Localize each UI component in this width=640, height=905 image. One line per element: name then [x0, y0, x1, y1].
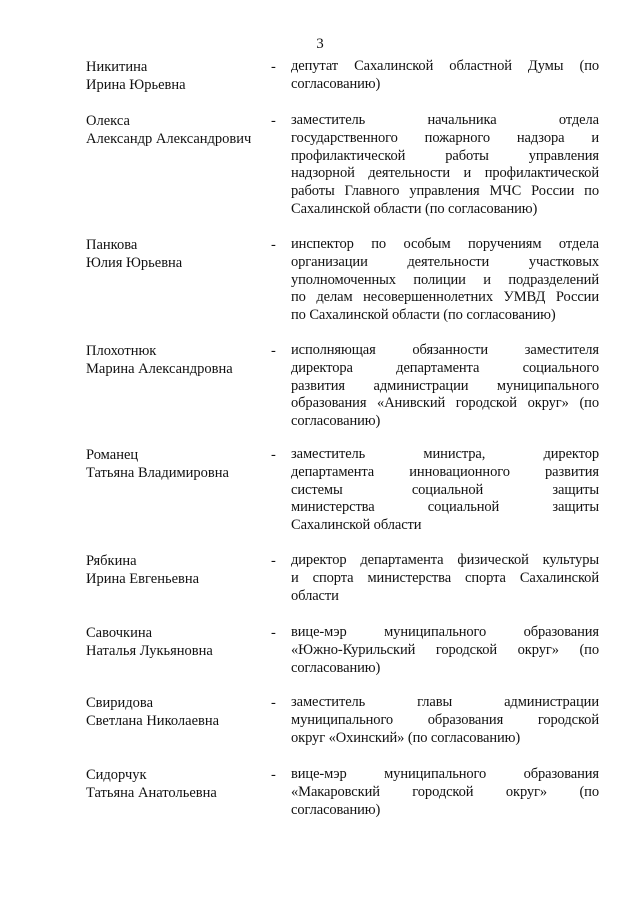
- separator-dash: -: [271, 767, 276, 783]
- member-position: [291, 236, 599, 325]
- position-line: по делам несовершеннолетних УМВД России: [291, 289, 599, 306]
- member-surname: Савочкина: [86, 625, 153, 641]
- member-position: [291, 624, 599, 677]
- member-surname: Сидорчук: [86, 767, 147, 783]
- position-line: уполномоченных полиции и подразделений: [291, 271, 599, 288]
- position-line: «Южно-Курильский городской округ» (по: [291, 641, 599, 658]
- member-position: [291, 58, 599, 94]
- position-line: округ «Охинский» (по согласованию): [291, 729, 521, 746]
- member-given-names: Александр Александрович: [86, 131, 252, 147]
- member-name: [86, 236, 266, 272]
- position-line: вице-мэр муниципального образования: [291, 766, 599, 782]
- position-line: муниципального образования городской: [291, 711, 599, 728]
- member-surname: Олекса: [86, 113, 130, 129]
- member-given-names: Татьяна Владимировна: [86, 465, 229, 481]
- position-line: профилактической работы управления: [291, 147, 599, 164]
- separator-dash: -: [271, 625, 276, 641]
- member-name: [86, 552, 266, 588]
- position-line: заместитель министра, директор: [291, 446, 599, 462]
- separator-dash: -: [271, 447, 276, 463]
- member-name: [86, 694, 266, 730]
- member-position: [291, 446, 599, 535]
- member-surname: Никитина: [86, 59, 148, 75]
- member-name: [86, 112, 266, 148]
- member-position: [291, 694, 599, 747]
- member-given-names: Татьяна Анатольевна: [86, 785, 217, 801]
- member-given-names: Ирина Юрьевна: [86, 77, 186, 93]
- position-line: исполняющая обязанности заместителя: [291, 342, 599, 358]
- member-position: [291, 342, 599, 431]
- member-surname: Плохотнюк: [86, 343, 157, 359]
- position-line: департамента инновационного развития: [291, 463, 599, 480]
- position-line: организации деятельности участковых: [291, 253, 599, 270]
- position-line: Сахалинской области: [291, 517, 422, 534]
- position-line: «Макаровский городской округ» (по: [291, 783, 599, 800]
- separator-dash: -: [271, 113, 276, 129]
- position-line: развития администрации муниципального: [291, 377, 599, 394]
- position-line: системы социальной защиты: [291, 481, 599, 498]
- position-line: и спорта министерства спорта Сахалинской: [291, 569, 599, 586]
- position-line: согласованию): [291, 413, 381, 430]
- position-line: образования «Анивский городской округ» (по: [291, 395, 599, 412]
- member-surname: Свиридова: [86, 695, 154, 711]
- member-surname: Романец: [86, 447, 139, 463]
- member-name: [86, 766, 266, 802]
- position-line: директор департамента физической культуры: [291, 552, 599, 568]
- member-given-names: Ирина Евгеньевна: [86, 571, 200, 587]
- page-number: 3: [316, 36, 324, 52]
- position-line: инспектор по особым поручениям отдела: [291, 236, 599, 252]
- separator-dash: -: [271, 59, 276, 75]
- member-given-names: Юлия Юрьевна: [86, 255, 183, 271]
- member-position: [291, 552, 599, 605]
- member-surname: Панкова: [86, 237, 138, 253]
- position-line: надзорной деятельности и профилактической: [291, 165, 599, 182]
- member-name: [86, 342, 266, 378]
- position-line: согласованию): [291, 801, 381, 818]
- position-line: директора департамента социального: [291, 359, 599, 376]
- position-line: заместитель главы администрации: [291, 694, 599, 710]
- member-position: [291, 766, 599, 819]
- member-name: [86, 58, 266, 94]
- position-line: по Сахалинской области (по согласованию): [291, 307, 556, 324]
- position-line: согласованию): [291, 659, 381, 676]
- position-line: вице-мэр муниципального образования: [291, 624, 599, 640]
- position-line: области: [291, 587, 339, 604]
- position-line: работы Главного управления МЧС России по: [291, 183, 599, 200]
- separator-dash: -: [271, 553, 276, 569]
- position-line: министерства социальной защиты: [291, 499, 599, 516]
- member-surname: Рябкина: [86, 553, 137, 569]
- position-line: Сахалинской области (по согласованию): [291, 200, 538, 217]
- member-name: [86, 446, 266, 482]
- position-line: согласованию): [291, 75, 381, 92]
- member-given-names: Светлана Николаевна: [86, 713, 220, 729]
- member-given-names: Марина Александровна: [86, 361, 233, 377]
- member-position: [291, 112, 599, 219]
- separator-dash: -: [271, 695, 276, 711]
- position-line: заместитель начальника отдела: [291, 112, 599, 128]
- member-name: [86, 624, 266, 660]
- separator-dash: -: [271, 237, 276, 253]
- separator-dash: -: [271, 343, 276, 359]
- position-line: депутат Сахалинской областной Думы (по: [291, 58, 599, 74]
- member-given-names: Наталья Лукьяновна: [86, 643, 213, 659]
- position-line: государственного пожарного надзора и: [291, 129, 599, 146]
